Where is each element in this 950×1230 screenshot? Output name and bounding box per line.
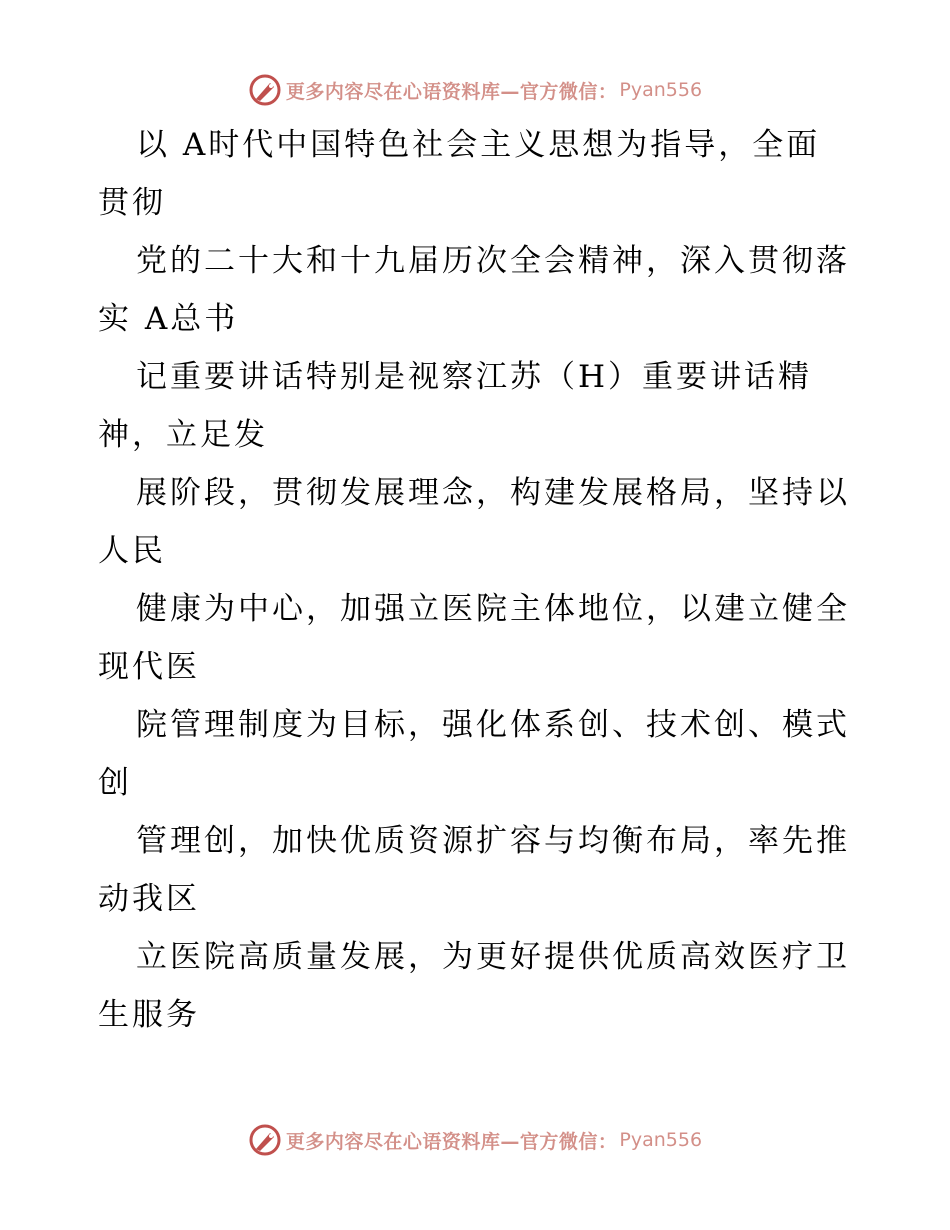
body-line: 现代医 <box>98 649 200 685</box>
pen-nib-logo-icon <box>248 1123 282 1157</box>
footer-banner <box>0 1120 950 1160</box>
body-line: 人民 <box>98 533 166 569</box>
body-line: 院管理制度为目标，强化体系创、技术创、模式 <box>136 707 850 743</box>
body-line: 健康为中心，加强立医院主体地位，以建立健全 <box>136 591 850 627</box>
body-line: 动我区 <box>98 881 200 917</box>
footer-wechat-handle: Pyan556 <box>619 1129 703 1151</box>
body-line: 创 <box>98 765 132 801</box>
body-line: 以 A时代中国特色社会主义思想为指导，全面 <box>136 127 821 163</box>
document-body <box>98 116 858 1044</box>
header-tagline: 更多内容尽在心语资料库—官方微信： <box>285 80 618 103</box>
body-line: 实 A总书 <box>98 301 239 337</box>
pen-nib-logo-icon <box>248 73 282 107</box>
body-line: 展阶段，贯彻发展理念，构建发展格局，坚持以 <box>136 475 850 511</box>
body-line: 贯彻 <box>98 185 166 221</box>
body-line: 立医院高质量发展，为更好提供优质高效医疗卫 <box>136 939 850 975</box>
body-line: 生服务 <box>98 997 200 1033</box>
header-banner <box>0 70 950 110</box>
footer-tagline: 更多内容尽在心语资料库—官方微信： <box>285 1130 618 1153</box>
body-line: 党的二十大和十九届历次全会精神，深入贯彻落 <box>136 243 850 279</box>
body-line: 管理创，加快优质资源扩容与均衡布局，率先推 <box>136 823 850 859</box>
body-line: 神，立足发 <box>98 417 268 453</box>
header-wechat-handle: Pyan556 <box>619 79 703 101</box>
body-line: 记重要讲话特别是视察江苏（H）重要讲话精 <box>136 359 813 395</box>
